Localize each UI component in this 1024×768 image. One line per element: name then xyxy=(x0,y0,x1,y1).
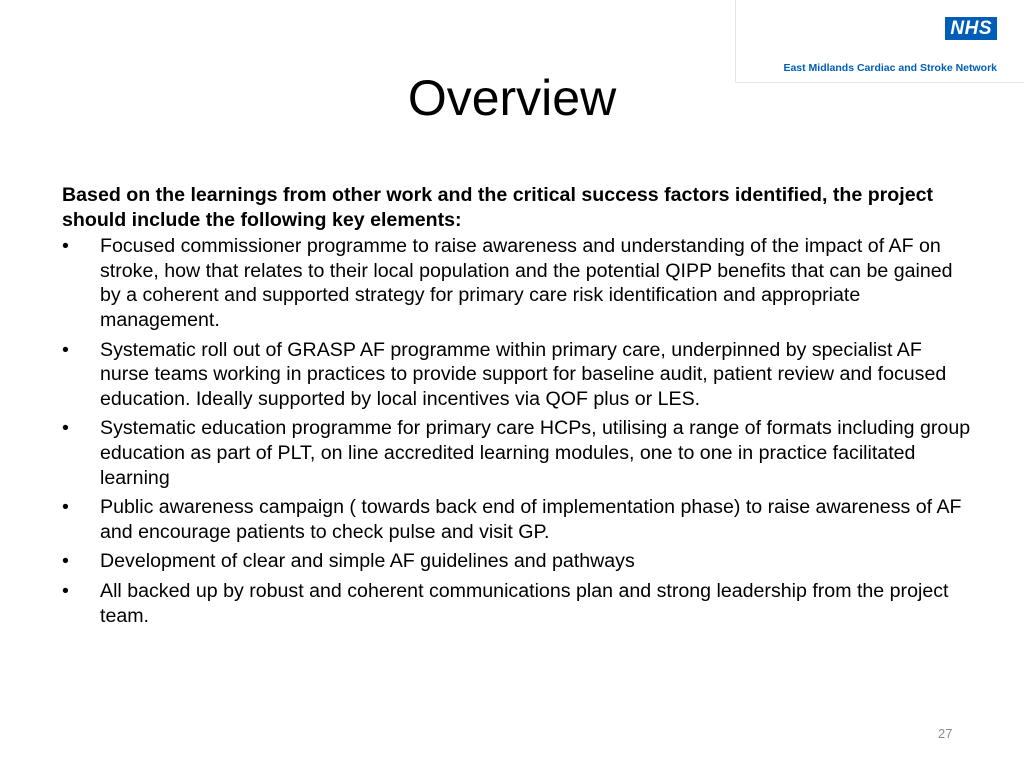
intro-text: Based on the learnings from other work and the critical success factors identified, the project should include the following key elements: xyxy=(62,184,934,231)
bullet-item xyxy=(62,234,972,332)
page-number: 27 xyxy=(938,726,953,741)
bullet-text: Systematic roll out of GRASP AF programme within primary care, underpinned by specialist AF nurse teams working in practices to provide support for baseline audit, patient review and focused education. Ideally supported by local incentives via QOF plus or LES. xyxy=(100,338,947,410)
network-name: East Midlands Cardiac and Stroke Network xyxy=(783,62,997,74)
bullet-icon: • xyxy=(62,579,69,602)
bullet-item xyxy=(62,549,972,574)
bullet-list xyxy=(62,234,972,628)
bullet-item xyxy=(62,495,972,544)
bullet-icon: • xyxy=(62,550,69,573)
bullet-icon: • xyxy=(62,235,69,258)
bullet-text: All backed up by robust and coherent communications plan and strong leadership from the project team. xyxy=(100,579,949,627)
bullet-icon: • xyxy=(62,496,69,519)
bullet-text: Development of clear and simple AF guidelines and pathways xyxy=(100,550,635,573)
slide-title: Overview xyxy=(407,70,617,126)
slide-body xyxy=(62,183,972,633)
bullet-icon: • xyxy=(62,417,69,440)
nhs-logo: NHS xyxy=(945,17,997,40)
bullet-text: Public awareness campaign ( towards back end of implementation phase) to raise awareness of AF and encourage patients to check pulse and visit GP. xyxy=(100,496,962,543)
bullet-item xyxy=(62,338,972,412)
bullet-text: Focused commissioner programme to raise awareness and understanding of the impact of AF on stroke, how that relates to their local population and the potential QIPP benefits that can be gained by a coherent and supported strategy for primary care risk identification and appropriate management. xyxy=(100,235,953,331)
bullet-text: Systematic education programme for primary care HCPs, utilising a range of formats including group education as part of PLT, on line accredited learning modules, one to one in practice facilitated learning xyxy=(100,417,971,489)
bullet-icon: • xyxy=(62,338,69,361)
bullet-item xyxy=(62,579,972,628)
bullet-item xyxy=(62,416,972,490)
